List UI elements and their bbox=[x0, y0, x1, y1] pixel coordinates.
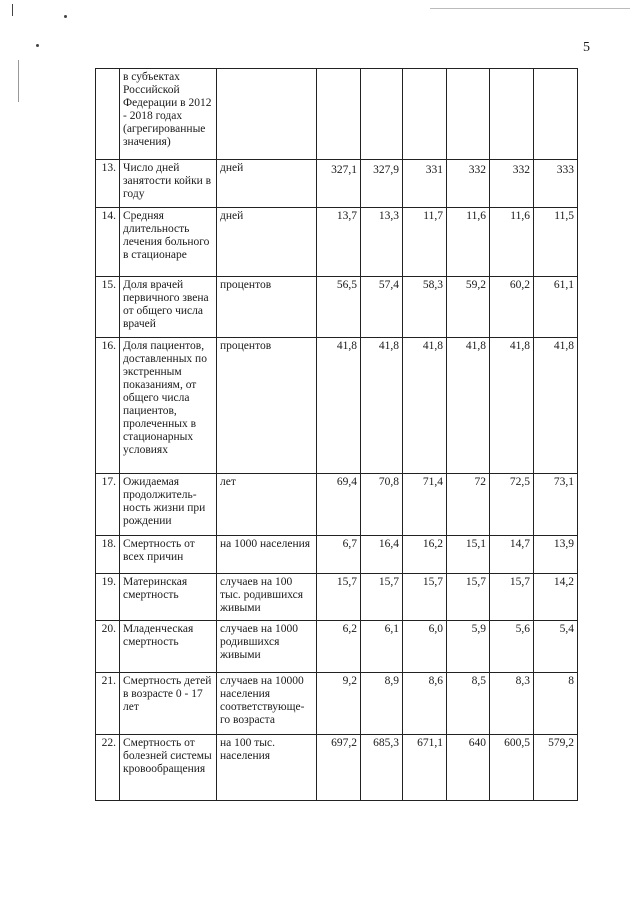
value-cell: 5,6 bbox=[490, 621, 534, 673]
value-cell: 685,3 bbox=[361, 735, 403, 801]
value-cell: 11,5 bbox=[534, 208, 578, 277]
value-cell: 11,6 bbox=[490, 208, 534, 277]
value-cell bbox=[403, 69, 447, 160]
value-cell: 671,1 bbox=[403, 735, 447, 801]
row-number: 19. bbox=[96, 574, 120, 621]
value-cell: 600,5 bbox=[490, 735, 534, 801]
indicator-name: Число дней занятости койки в году bbox=[120, 160, 217, 208]
row-number: 21. bbox=[96, 673, 120, 735]
table-row bbox=[96, 338, 578, 474]
value-cell: 72,5 bbox=[490, 474, 534, 536]
value-cell: 15,7 bbox=[490, 574, 534, 621]
unit-of-measure: дней bbox=[217, 208, 317, 277]
value-cell: 15,7 bbox=[317, 574, 361, 621]
value-cell: 16,4 bbox=[361, 536, 403, 574]
unit-cell bbox=[217, 69, 317, 160]
unit-of-measure: дней bbox=[217, 160, 317, 208]
value-cell: 8,3 bbox=[490, 673, 534, 735]
value-cell: 69,4 bbox=[317, 474, 361, 536]
value-cell: 6,1 bbox=[361, 621, 403, 673]
row-number: 13. bbox=[96, 160, 120, 208]
value-cell: 41,8 bbox=[490, 338, 534, 474]
unit-of-measure: случаев на 1000 родившихся живыми bbox=[217, 621, 317, 673]
table-row bbox=[96, 474, 578, 536]
table-row-continuation bbox=[96, 69, 578, 160]
row-number: 22. bbox=[96, 735, 120, 801]
table-row bbox=[96, 673, 578, 735]
value-cell: 41,8 bbox=[534, 338, 578, 474]
value-cell: 15,7 bbox=[361, 574, 403, 621]
unit-of-measure: на 1000 населения bbox=[217, 536, 317, 574]
scan-mark bbox=[64, 15, 67, 18]
row-number: 16. bbox=[96, 338, 120, 474]
value-cell: 41,8 bbox=[447, 338, 490, 474]
table-row bbox=[96, 735, 578, 801]
value-cell: 8,9 bbox=[361, 673, 403, 735]
value-cell: 72 bbox=[447, 474, 490, 536]
row-number: 18. bbox=[96, 536, 120, 574]
scan-line bbox=[430, 8, 630, 9]
unit-of-measure: лет bbox=[217, 474, 317, 536]
value-cell: 15,1 bbox=[447, 536, 490, 574]
indicator-name: Ожидаемая продолжитель-ность жизни при рождении bbox=[120, 474, 217, 536]
value-cell: 640 bbox=[447, 735, 490, 801]
value-cell: 15,7 bbox=[403, 574, 447, 621]
value-cell bbox=[447, 69, 490, 160]
value-cell bbox=[490, 69, 534, 160]
table-row bbox=[96, 208, 578, 277]
value-cell: 13,9 bbox=[534, 536, 578, 574]
table-row bbox=[96, 574, 578, 621]
row-number-cell bbox=[96, 69, 120, 160]
value-cell: 71,4 bbox=[403, 474, 447, 536]
scan-mark bbox=[12, 4, 13, 16]
value-cell: 41,8 bbox=[361, 338, 403, 474]
value-cell: 14,7 bbox=[490, 536, 534, 574]
value-cell: 60,2 bbox=[490, 277, 534, 338]
value-cell: 332 bbox=[447, 160, 490, 208]
value-cell: 579,2 bbox=[534, 735, 578, 801]
unit-of-measure: процентов bbox=[217, 338, 317, 474]
value-cell: 333 bbox=[534, 160, 578, 208]
unit-of-measure: процентов bbox=[217, 277, 317, 338]
value-cell: 327,1 bbox=[317, 160, 361, 208]
scan-mark bbox=[18, 60, 19, 102]
value-cell: 16,2 bbox=[403, 536, 447, 574]
value-cell: 11,7 bbox=[403, 208, 447, 277]
value-cell bbox=[534, 69, 578, 160]
value-cell: 15,7 bbox=[447, 574, 490, 621]
value-cell: 331 bbox=[403, 160, 447, 208]
value-cell: 6,7 bbox=[317, 536, 361, 574]
value-cell: 8,5 bbox=[447, 673, 490, 735]
indicators-table bbox=[95, 68, 578, 801]
value-cell: 58,3 bbox=[403, 277, 447, 338]
value-cell bbox=[361, 69, 403, 160]
scan-mark bbox=[36, 44, 39, 47]
indicator-name: Доля врачей первичного звена от общего числа врачей bbox=[120, 277, 217, 338]
indicator-name: в субъектах Российской Федерации в 2012 - 2018 годах (агрегированные значения) bbox=[120, 69, 217, 160]
value-cell: 59,2 bbox=[447, 277, 490, 338]
value-cell: 61,1 bbox=[534, 277, 578, 338]
value-cell: 332 bbox=[490, 160, 534, 208]
indicator-name: Доля пациентов, доставленных по экстренным показаниям, от общего числа пациентов, пролеченных в стационарных условиях bbox=[120, 338, 217, 474]
value-cell: 14,2 bbox=[534, 574, 578, 621]
indicator-name: Смертность от болезней системы кровообращения bbox=[120, 735, 217, 801]
value-cell: 9,2 bbox=[317, 673, 361, 735]
value-cell: 41,8 bbox=[403, 338, 447, 474]
value-cell: 41,8 bbox=[317, 338, 361, 474]
indicator-name: Смертность от всех причин bbox=[120, 536, 217, 574]
row-number: 15. bbox=[96, 277, 120, 338]
value-cell: 5,4 bbox=[534, 621, 578, 673]
value-cell bbox=[317, 69, 361, 160]
value-cell: 8,6 bbox=[403, 673, 447, 735]
indicator-name: Средняя длительность лечения больного в стационаре bbox=[120, 208, 217, 277]
row-number: 17. bbox=[96, 474, 120, 536]
unit-of-measure: случаев на 100 тыс. родившихся живыми bbox=[217, 574, 317, 621]
table-row bbox=[96, 621, 578, 673]
indicator-name: Материнская смертность bbox=[120, 574, 217, 621]
row-number: 20. bbox=[96, 621, 120, 673]
value-cell: 6,2 bbox=[317, 621, 361, 673]
unit-of-measure: на 100 тыс. населения bbox=[217, 735, 317, 801]
value-cell: 13,3 bbox=[361, 208, 403, 277]
value-cell: 56,5 bbox=[317, 277, 361, 338]
page-number: 5 bbox=[583, 40, 590, 55]
value-cell: 57,4 bbox=[361, 277, 403, 338]
indicator-name: Смертность детей в возрасте 0 - 17 лет bbox=[120, 673, 217, 735]
value-cell: 5,9 bbox=[447, 621, 490, 673]
value-cell: 8 bbox=[534, 673, 578, 735]
row-number: 14. bbox=[96, 208, 120, 277]
indicator-name: Младенческая смертность bbox=[120, 621, 217, 673]
value-cell: 11,6 bbox=[447, 208, 490, 277]
value-cell: 13,7 bbox=[317, 208, 361, 277]
table-row bbox=[96, 160, 578, 208]
table-row bbox=[96, 536, 578, 574]
value-cell: 73,1 bbox=[534, 474, 578, 536]
table-row bbox=[96, 277, 578, 338]
value-cell: 6,0 bbox=[403, 621, 447, 673]
value-cell: 327,9 bbox=[361, 160, 403, 208]
unit-of-measure: случаев на 10000 населения соответствующе-го возраста bbox=[217, 673, 317, 735]
value-cell: 70,8 bbox=[361, 474, 403, 536]
value-cell: 697,2 bbox=[317, 735, 361, 801]
